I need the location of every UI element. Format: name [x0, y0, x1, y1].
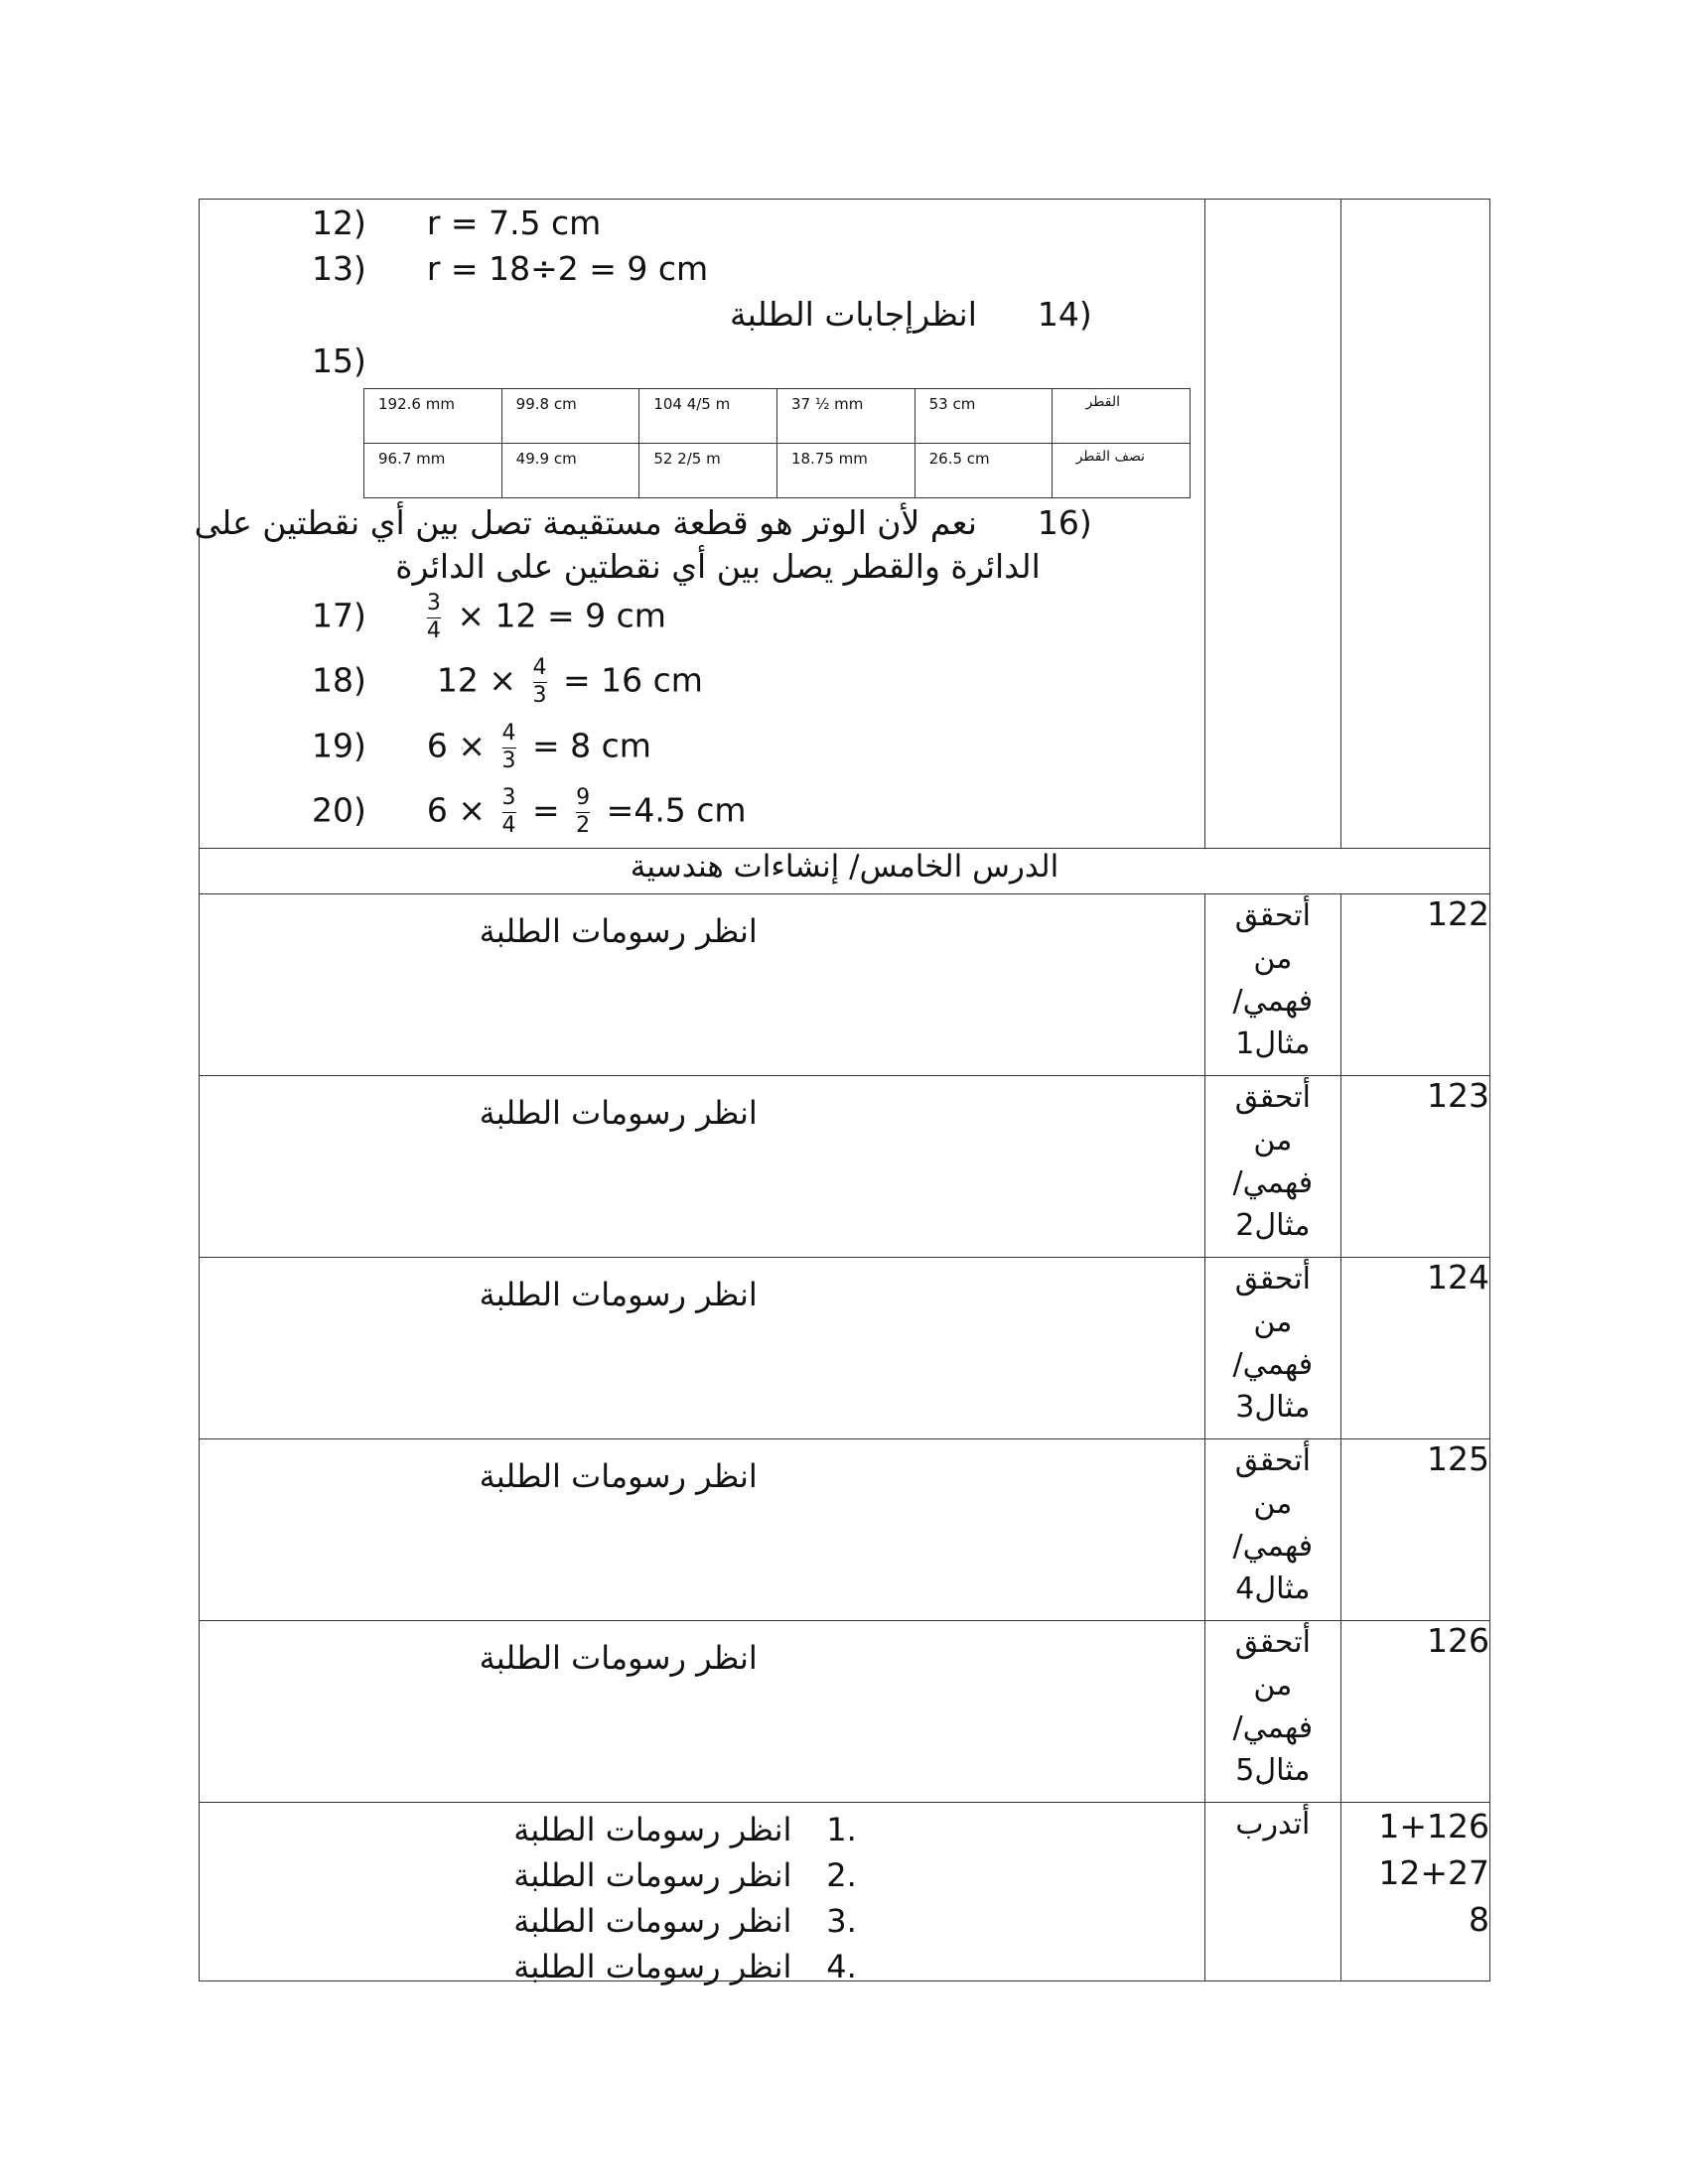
- question-number: 17): [312, 596, 366, 635]
- radius-value: 96.7 mm: [364, 444, 502, 498]
- diameter-value: 104 4/5 m: [639, 389, 777, 444]
- answer-text: انظر رسومات الطلبة: [479, 1639, 758, 1677]
- row-126: [200, 1621, 1490, 1803]
- item-text: انظر رسومات الطلبة: [513, 1902, 792, 1940]
- item-text: انظر رسومات الطلبة: [513, 1856, 792, 1894]
- type-line: فهمي/: [1232, 1710, 1314, 1745]
- page-cell: [1340, 1803, 1489, 1981]
- question-number: 12): [312, 204, 366, 242]
- answer-cell: [200, 894, 1205, 1076]
- type-cell: [1204, 1439, 1340, 1621]
- type-cell: [1204, 1258, 1340, 1439]
- page-number: 123: [1340, 1076, 1489, 1258]
- answer-19: [312, 723, 651, 772]
- radius-value: 52 2/5 m: [639, 444, 777, 498]
- answer-text: انظر رسومات الطلبة: [479, 1094, 758, 1132]
- answer-13: [312, 249, 708, 288]
- radius-row: [364, 444, 1191, 498]
- fraction: [427, 593, 441, 642]
- type-line: فهمي/: [1232, 984, 1314, 1019]
- type-line: أتدرب: [1235, 1807, 1311, 1842]
- answer-key-table: [194, 199, 1490, 1985]
- answer-text-line2: الدائرة والقطر يصل بين أي نقطتين على الدائرة: [395, 547, 1041, 586]
- answers-row-12-20: [200, 200, 1490, 849]
- type-line: أتحقق: [1234, 1080, 1311, 1115]
- diameter-radius-table: [363, 388, 1191, 498]
- list-item: [513, 1944, 857, 1989]
- type-line: فهمي/: [1232, 1347, 1314, 1382]
- answer-16-line2: [395, 547, 1041, 586]
- type-line: مثال2: [1235, 1208, 1311, 1243]
- answer-text: × 12 = 9 cm: [457, 596, 666, 635]
- question-number: 16): [1037, 503, 1092, 542]
- fraction: [502, 723, 516, 772]
- page-line: 8: [1469, 1900, 1489, 1939]
- answer-text: = 16 cm: [563, 660, 703, 700]
- type-line: أتحقق: [1234, 1443, 1311, 1478]
- answer-cell: [200, 1076, 1205, 1258]
- question-number: 14): [1037, 295, 1092, 334]
- diameter-value: 99.8 cm: [501, 389, 639, 444]
- page-number: 122: [1340, 894, 1489, 1076]
- row-122: [200, 894, 1490, 1076]
- diameter-value: 53 cm: [914, 389, 1053, 444]
- type-line: من: [1253, 1123, 1293, 1158]
- equals-sign: =: [532, 790, 560, 830]
- row-practice: [200, 1803, 1490, 1981]
- question-number: 20): [312, 790, 366, 830]
- question-number: 13): [312, 249, 366, 288]
- fraction: [533, 657, 547, 707]
- list-item: [513, 1807, 857, 1852]
- page-line: 1+126: [1378, 1807, 1489, 1845]
- type-line: أتحقق: [1234, 1625, 1311, 1660]
- diameter-value: 192.6 mm: [364, 389, 502, 444]
- row-124: [200, 1258, 1490, 1439]
- radius-value: 26.5 cm: [914, 444, 1053, 498]
- type-line: من: [1253, 1486, 1293, 1521]
- fraction: [576, 787, 590, 837]
- answer-cell: [200, 1803, 1205, 1985]
- answer-cell: [200, 1439, 1205, 1621]
- answer-cell: [200, 1621, 1205, 1803]
- answers-cell: [194, 200, 1205, 849]
- diameter-label: القطر: [1053, 389, 1191, 444]
- type-line: من: [1253, 1304, 1293, 1339]
- item-number: 1.: [826, 1811, 857, 1848]
- row-125: [200, 1439, 1490, 1621]
- answer-text: 6 ×: [426, 790, 487, 830]
- answer-cell: [200, 1258, 1205, 1439]
- type-line: أتحقق: [1234, 1262, 1311, 1297]
- numerator: 4: [532, 655, 547, 680]
- item-number: 2.: [826, 1856, 857, 1894]
- type-line: فهمي/: [1232, 1165, 1314, 1200]
- fraction: [502, 787, 516, 837]
- page-number: 125: [1340, 1439, 1489, 1621]
- page-cell: [1340, 200, 1489, 849]
- question-number: 15): [312, 341, 366, 380]
- radius-label: نصف القطر: [1053, 444, 1191, 498]
- answer-text: انظر رسومات الطلبة: [479, 1276, 758, 1313]
- type-line: من: [1253, 941, 1293, 976]
- denominator: 4: [501, 813, 516, 838]
- list-item: [513, 1898, 857, 1944]
- list-item: [513, 1852, 857, 1898]
- numerator: 4: [501, 721, 516, 746]
- type-line: مثال1: [1235, 1026, 1311, 1061]
- answer-text: 12 ×: [436, 660, 517, 700]
- denominator: 2: [576, 813, 591, 838]
- page-line: 12+27: [1378, 1853, 1489, 1892]
- denominator: 3: [532, 683, 547, 708]
- answer-text: =4.5 cm: [606, 790, 747, 830]
- answer-17: [312, 593, 666, 642]
- diameter-row: [364, 389, 1191, 444]
- item-text: انظر رسومات الطلبة: [513, 1948, 792, 1985]
- radius-value: 18.75 mm: [776, 444, 914, 498]
- answer-text: r = 7.5 cm: [426, 204, 602, 242]
- item-number: 3.: [826, 1902, 857, 1940]
- answer-16: [195, 503, 1092, 542]
- denominator: 3: [501, 749, 516, 773]
- answer-18: [312, 657, 703, 707]
- item-number: 4.: [826, 1948, 857, 1985]
- question-number: 18): [312, 660, 366, 700]
- item-text: انظر رسومات الطلبة: [513, 1811, 792, 1848]
- practice-list: [513, 1807, 857, 1989]
- type-line: أتحقق: [1234, 898, 1311, 933]
- denominator: 4: [426, 618, 441, 643]
- diameter-value: 37 ½ mm: [776, 389, 914, 444]
- answer-text: انظر رسومات الطلبة: [479, 912, 758, 950]
- answer-12: [312, 204, 601, 242]
- page-number: 124: [1340, 1258, 1489, 1439]
- type-line: مثال3: [1235, 1390, 1311, 1425]
- answer-15: [312, 341, 366, 380]
- type-cell: [1204, 1076, 1340, 1258]
- numerator: 3: [426, 591, 441, 615]
- page-number: 126: [1340, 1621, 1489, 1803]
- numerator: 9: [576, 785, 591, 810]
- answer-text: = 8 cm: [532, 726, 651, 765]
- lesson-heading: الدرس الخامس/ إنشاءات هندسية: [200, 849, 1490, 894]
- type-cell: [1204, 1803, 1340, 1981]
- type-cell: [1204, 894, 1340, 1076]
- question-number: 19): [312, 726, 366, 765]
- type-line: فهمي/: [1232, 1529, 1314, 1564]
- answer-text: انظرإجابات الطلبة: [729, 295, 977, 334]
- row-123: [200, 1076, 1490, 1258]
- lesson-heading-row: [200, 849, 1490, 894]
- type-line: مثال5: [1235, 1753, 1311, 1788]
- answer-14: [730, 295, 1092, 334]
- answer-text: انظر رسومات الطلبة: [479, 1457, 758, 1495]
- radius-value: 49.9 cm: [501, 444, 639, 498]
- type-line: مثال4: [1235, 1571, 1311, 1606]
- answer-20: [312, 787, 747, 837]
- type-cell: [1204, 1621, 1340, 1803]
- answer-text: 6 ×: [426, 726, 487, 765]
- answer-text-line1: نعم لأن الوتر هو قطعة مستقيمة تصل بين أي نقطتين على: [194, 503, 977, 542]
- answer-text: r = 18÷2 = 9 cm: [426, 249, 709, 288]
- numerator: 3: [501, 785, 516, 810]
- type-cell: [1204, 200, 1340, 849]
- type-line: من: [1253, 1668, 1293, 1703]
